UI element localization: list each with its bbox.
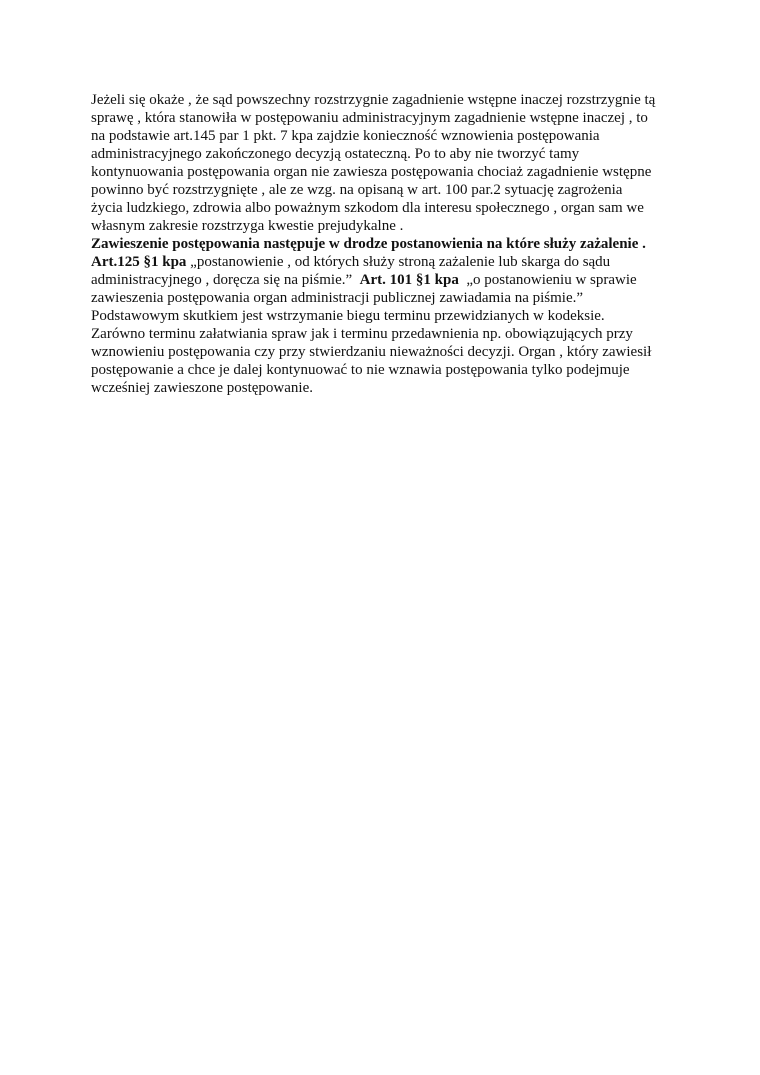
text-line (91, 253, 676, 271)
text-line: Zarówno terminu załatwiania spraw jak i terminu przedawnienia np. obowiązujących przy (91, 326, 633, 342)
text-line: Podstawowym skutkiem jest wstrzymanie biegu terminu przewidzianych w kodeksie. (91, 308, 605, 324)
article-quote: „o postanowieniu w sprawie (458, 272, 637, 288)
text-line: powinno być rozstrzygnięte , ale ze wzg. na opisaną w art. 100 par.2 sytuację zagrożenia (91, 182, 623, 198)
paragraph-prejudicial-question (91, 91, 676, 235)
text-line: wcześniej zawieszone postępowanie. (91, 380, 313, 396)
text-line: własnym zakresie rozstrzyga kwestie prejudykalne . (91, 218, 404, 234)
article-reference-125: Art.125 §1 kpa (91, 254, 187, 270)
text-line (91, 271, 676, 289)
text-line: postępowanie a chce je dalej kontynuować to nie wznawia postępowania tylko podejmuje (91, 362, 630, 378)
paragraph-articles (91, 253, 676, 397)
text-line: sprawę , która stanowiła w postępowaniu administracyjnym zagadnienie wstępne inaczej , to (91, 110, 648, 126)
text-line: administracyjnego zakończonego decyzją ostateczną. Po to aby nie tworzyć tamy (91, 146, 580, 162)
text-line: wznowieniu postępowania czy przy stwierdzaniu nieważności decyzji. Organ , który zawiesił (91, 344, 652, 360)
article-reference-101: Art. 101 §1 kpa (359, 272, 459, 288)
text-line: Jeżeli się okaże , że sąd powszechny rozstrzygnie zagadnienie wstępne inaczej rozstrzygnie tą (91, 92, 656, 108)
text-line: życia ludzkiego, zdrowia albo poważnym szkodom dla interesu społecznego , organ sam we (91, 200, 644, 216)
bold-statement: Zawieszenie postępowania następuje w drodze postanowienia na które służy zażalenie . (91, 236, 646, 252)
text-line: zawieszenia postępowania organ administracji publicznej zawiadamia na piśmie.” (91, 290, 584, 306)
text-line: kontynuowania postępowania organ nie zawiesza postępowania chociaż zagadnienie wstępne (91, 164, 652, 180)
paragraph-bold-heading (91, 235, 676, 253)
article-quote: „postanowienie , od których służy stroną zażalenie lub skarga do sądu (186, 254, 611, 270)
text-line: na podstawie art.145 par 1 pkt. 7 kpa zajdzie konieczność wznowienia postępowania (91, 128, 600, 144)
document-body (91, 91, 676, 397)
article-quote: administracyjnego , doręcza się na piśmie.” (91, 272, 360, 288)
